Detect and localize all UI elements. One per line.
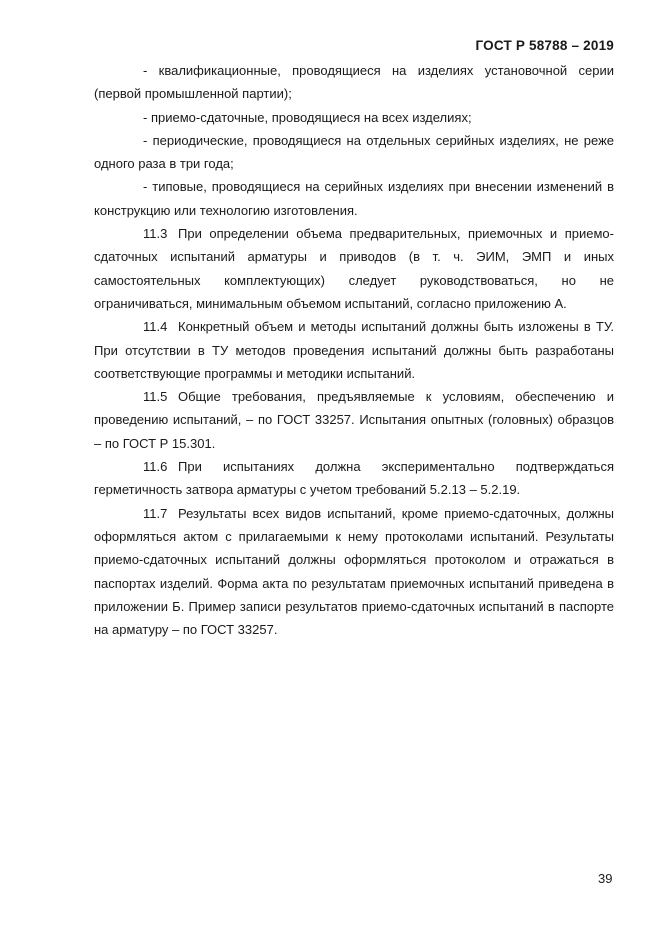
clause-number: 11.3 — [143, 226, 168, 242]
clause-number: 11.7 — [143, 505, 168, 521]
paragraph-text: - приемо-сдаточные, проводящиеся на всех изделиях; — [143, 109, 472, 125]
paragraph-text: Конкретный объем и методы испытаний должны быть изложены в ТУ. При отсутствии в ТУ методов проведения испытаний должны быть разработаны соответствующие программы и методики испытаний. — [94, 319, 614, 381]
clause-11-5 — [94, 385, 614, 455]
paragraph-text: При определении объема предварительных, приемочных и приемо-сдаточных испытаний арматуры и приводов (в т. ч. ЭИМ, ЭМП и иных самостоятельных комплектующих) следует руководствоваться, но не ограничиваться, минимальным объемом испытаний, согласно приложению А. — [94, 226, 614, 311]
list-item-type — [94, 175, 614, 222]
clause-11-3 — [94, 222, 614, 315]
paragraph-text: Результаты всех видов испытаний, кроме приемо-сдаточных, должны оформляться актом с прилагаемыми к нему протоколами испытаний. Результаты приемо-сдаточных испытаний должны оформляться протоколом и отражаться в паспортах изделий. Форма акта по результатам приемочных испытаний приведена в приложении Б. Пример записи результатов приемо-сдаточных испытаний в паспорте на арматуру – по ГОСТ 33257. — [94, 505, 614, 638]
document-body — [94, 59, 614, 641]
clause-number: 11.4 — [143, 319, 168, 335]
clause-number: 11.5 — [143, 389, 168, 405]
paragraph-text: Общие требования, предъявляемые к условиям, обеспечению и проведению испытаний, – по ГОСТ 33257. Испытания опытных (головных) образцов – по ГОСТ Р 15.301. — [94, 389, 614, 451]
clause-number: 11.6 — [143, 459, 168, 475]
clause-11-6 — [94, 455, 614, 502]
paragraph-text: - типовые, проводящиеся на серийных изделиях при внесении изменений в конструкцию или технологию изготовления. — [94, 179, 614, 218]
list-item-acceptance — [94, 106, 614, 129]
paragraph-text: - периодические, проводящиеся на отдельных серийных изделиях, не реже одного раза в три года; — [94, 132, 614, 172]
clause-11-7 — [94, 502, 614, 642]
paragraph-text: - квалификационные, проводящиеся на изделиях установочной серии (первой промышленной партии); — [94, 63, 614, 102]
page-number: 39 — [598, 871, 613, 886]
document-code-header: ГОСТ Р 58788 – 2019 — [475, 38, 614, 53]
paragraph-text: При испытаниях должна экспериментально подтверждаться герметичность затвора арматуры с учетом требований 5.2.13 – 5.2.19. — [94, 459, 614, 498]
list-item-periodic — [94, 129, 614, 176]
clause-11-4 — [94, 315, 614, 385]
list-item-qualification — [94, 59, 614, 106]
